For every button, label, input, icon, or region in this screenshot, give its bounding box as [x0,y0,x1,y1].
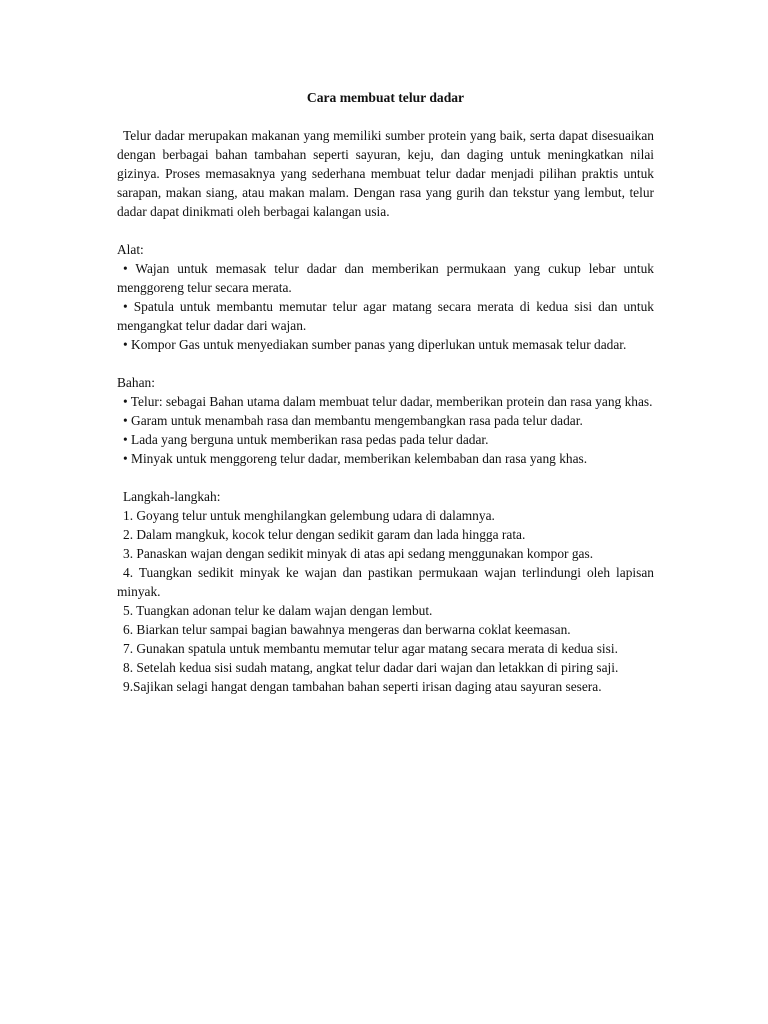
ingredients-item: • Lada yang berguna untuk memberikan rasa pedas pada telur dadar. [123,432,489,447]
ingredients-item: • Garam untuk menambah rasa dan membantu mengembangkan rasa pada telur dadar. [123,413,583,428]
steps-item: 7. Gunakan spatula untuk membantu memutar telur agar matang secara merata di kedua sisi. [123,641,618,656]
tools-label: Alat: [117,242,144,257]
steps-item: 2. Dalam mangkuk, kocok telur dengan sedikit garam dan lada hingga rata. [123,527,526,542]
ingredients-item: • Minyak untuk menggoreng telur dadar, memberikan kelembaban dan rasa yang khas. [123,451,588,466]
steps-item: 8. Setelah kedua sisi sudah matang, angkat telur dadar dari wajan dan letakkan di piring saji. [123,660,619,675]
document-page [117,88,654,696]
intro-paragraph: Telur dadar merupakan makanan yang memiliki sumber protein yang baik, serta dapat disesuaikan dengan berbagai bahan tambahan seperti sayuran, keju, dan daging untuk meningkatkan nilai gizinya. Proses memasaknya yang sederhana membuat telur dadar menjadi pilihan praktis untuk sarapan, makan siang, atau makan malam. Dengan rasa yang gurih dan tekstur yang lembut, telur dadar dapat dinikmati oleh berbagai kalangan usia. [117,128,654,219]
tools-item: • Wajan untuk memasak telur dadar dan memberikan permukaan yang cukup lebar untuk menggoreng telur secara merata. [117,261,654,295]
steps-label: Langkah-langkah: [123,489,221,504]
steps-item: 5. Tuangkan adonan telur ke dalam wajan dengan lembut. [123,603,433,618]
tools-item: • Kompor Gas untuk menyediakan sumber panas yang diperlukan untuk memasak telur dadar. [123,337,627,352]
steps-item: 1. Goyang telur untuk menghilangkan gelembung udara di dalamnya. [123,508,495,523]
ingredients-label: Bahan: [117,375,155,390]
steps-item: 3. Panaskan wajan dengan sedikit minyak di atas api sedang menggunakan kompor gas. [123,546,594,561]
steps-item: 9.Sajikan selagi hangat dengan tambahan bahan seperti irisan daging atau sayuran sesera. [123,679,602,694]
tools-item: • Spatula untuk membantu memutar telur agar matang secara merata di kedua sisi dan untuk mengangkat telur dadar dari wajan. [117,299,654,333]
ingredients-item: • Telur: sebagai Bahan utama dalam membuat telur dadar, memberikan protein dan rasa yang khas. [123,394,653,409]
page-title: Cara membuat telur dadar [306,90,465,105]
steps-item: 6. Biarkan telur sampai bagian bawahnya mengeras dan berwarna coklat keemasan. [123,622,571,637]
steps-item: 4. Tuangkan sedikit minyak ke wajan dan pastikan permukaan wajan terlindungi oleh lapisan minyak. [117,565,654,599]
